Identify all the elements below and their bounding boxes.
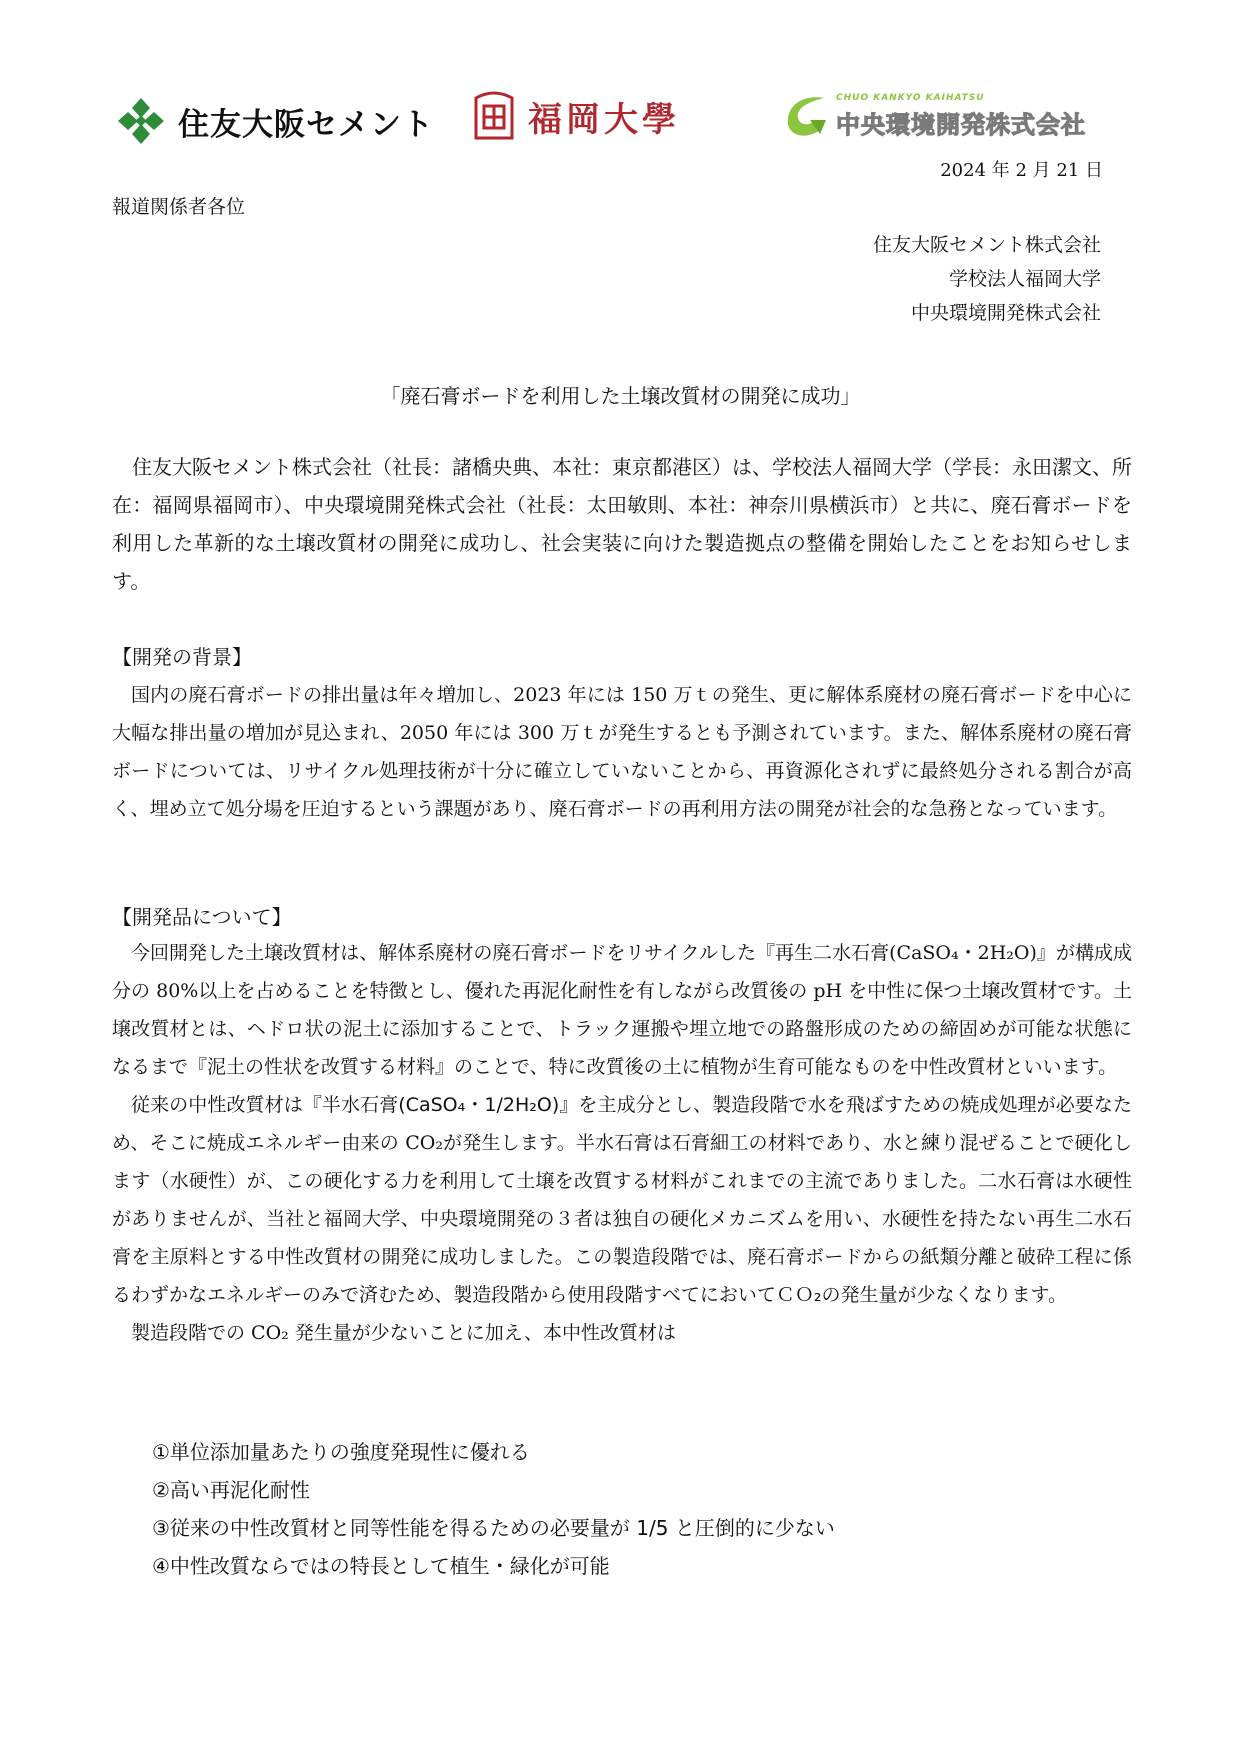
- green-swoosh-icon: [780, 90, 832, 142]
- sumitomo-logo: [116, 96, 434, 146]
- recipient: 報道関係者各位: [112, 196, 246, 218]
- feature-item-4: ④中性改質ならではの特長として植生・緑化が可能: [152, 1554, 610, 1578]
- product-paragraph-3: 製造段階での CO₂ 発生量が少ないことに加え、本中性改質材は: [131, 1322, 676, 1344]
- feature-item-2: ②高い再泥化耐性: [152, 1478, 310, 1502]
- sender-chuo: 中央環境開発株式会社: [910, 302, 1101, 324]
- chuo-logo-text: 中央環境開発株式会社: [836, 110, 1086, 139]
- chuo-kankyo-logo: [780, 90, 1086, 142]
- product-emphasis-1: 従来の中性改質材は『半水石膏(CaSO₄・1/2H₂O)』を主成分: [131, 1094, 655, 1116]
- release-title: 「廃石膏ボードを利用した土壌改質材の開発に成功」: [380, 384, 861, 408]
- background-section: [112, 638, 1132, 676]
- release-date: 2024 年 2 月 21 日: [940, 160, 1103, 181]
- product-text-2a: とし、製造段階で水を飛ばすための焼成処理が必要なため、そこに焼成エネルギー由来の CO₂が発生します。半水石膏は石膏細工の材料であり、水と練り混ぜることで硬化します（水硬性）が、この硬化する力を利用して土壌を改質する材料がこれまでの主流でありました。二水石膏は水硬性がありませんが、: [112, 1094, 1132, 1230]
- background-heading: 【開発の背景】: [112, 645, 252, 669]
- sender-fukuoka: 学校法人福岡大学: [948, 268, 1101, 290]
- product-text-2b: しました。この製造段階では、廃石膏ボードからの紙類分離と破砕工程に係るわずかなエネルギーのみで済むため、: [112, 1246, 1132, 1306]
- product-section: [112, 898, 1132, 936]
- fukuoka-university-logo: [470, 88, 680, 144]
- feature-item-3: ③従来の中性改質材と同等性能を得るための必要量が 1/5 と圧倒的に少ない: [152, 1516, 835, 1540]
- sender-sumitomo: 住友大阪セメント株式会社: [872, 234, 1101, 256]
- background-text: 国内の廃石膏ボードの排出量は年々増加し、2023 年には 150 万ｔの発生、更に解体系廃材の廃石膏ボードを中心に大幅な排出量の増加が見込まれ、2050 年には 300 万ｔが発生するとも予測されています。また、解体系廃材の廃石膏ボードについては、リサイクル処理技術が十分に確立していないことから、再資源化されずに最終処分される割合が高く、埋め立て処分場を圧迫するという課題があり、: [112, 684, 1132, 820]
- background-emphasis: 廃石膏ボードの再利用方法の開発が社会的な急務: [548, 798, 967, 820]
- product-heading: 【開発品について】: [112, 905, 292, 929]
- background-body: [112, 676, 1132, 828]
- product-paragraph-1: 今回開発した土壌改質材は、解体系廃材の廃石膏ボードをリサイクルした『再生二水石膏(CaSO₄・2H₂O)』が構成成分の 80%以上を占めることを特徴とし、優れた再泥化耐性を有しながら改質後の pH を中性に保つ土壌改質材です。土壌改質材とは、ヘドロ状の泥土に添加することで、トラック運搬や埋立地での路盤形成のための締固めが可能な状態になるまで『泥土の性状を改質する材料』のことで、特に改質後の土に植物が生育可能なものを中性改質材といいます。: [112, 942, 1132, 1078]
- product-emphasis-2: 当社と福岡大学、中央環境開発の３者は独自の硬化メカニズムを用い、水硬性を持たない再生二水石膏を主原料とする中性改質材の開発に成功: [112, 1208, 1132, 1268]
- product-emphasis-3: 製造段階から使用段階すべてにおいてＣＯ₂の発生量が少なくなります。: [453, 1284, 1067, 1306]
- sumitomo-logo-text: 住友大阪セメント: [178, 106, 434, 143]
- background-text-end: となっています。: [966, 798, 1118, 820]
- feature-item-1: ①単位添加量あたりの強度発現性に優れる: [152, 1440, 530, 1464]
- product-body: [112, 934, 1132, 1352]
- intro-paragraph: [112, 448, 1132, 600]
- feature-list: [152, 1433, 835, 1585]
- fukuoka-logo-text: 福岡大學: [528, 99, 680, 140]
- logo-header: [112, 88, 1092, 152]
- university-seal-icon: [470, 88, 518, 144]
- sender-list: [873, 228, 1101, 330]
- intro-text: 住友大阪セメント株式会社（社長：諸橋央典、本社：東京都港区）は、学校法人福岡大学（学長：永田潔文、所在：福岡県福岡市）、中央環境開発株式会社（社長：太田敏則、本社：神奈川県横浜市）と共に、廃石膏ボードを利用した革新的な土壌改質材の開発に成功し、社会実装に向けた製造拠点の整備を開始したことをお知らせします。: [112, 455, 1132, 593]
- diamond-flower-icon: [116, 96, 166, 146]
- chuo-logo-subtitle: CHUO KANKYO KAIHATSU: [836, 92, 985, 103]
